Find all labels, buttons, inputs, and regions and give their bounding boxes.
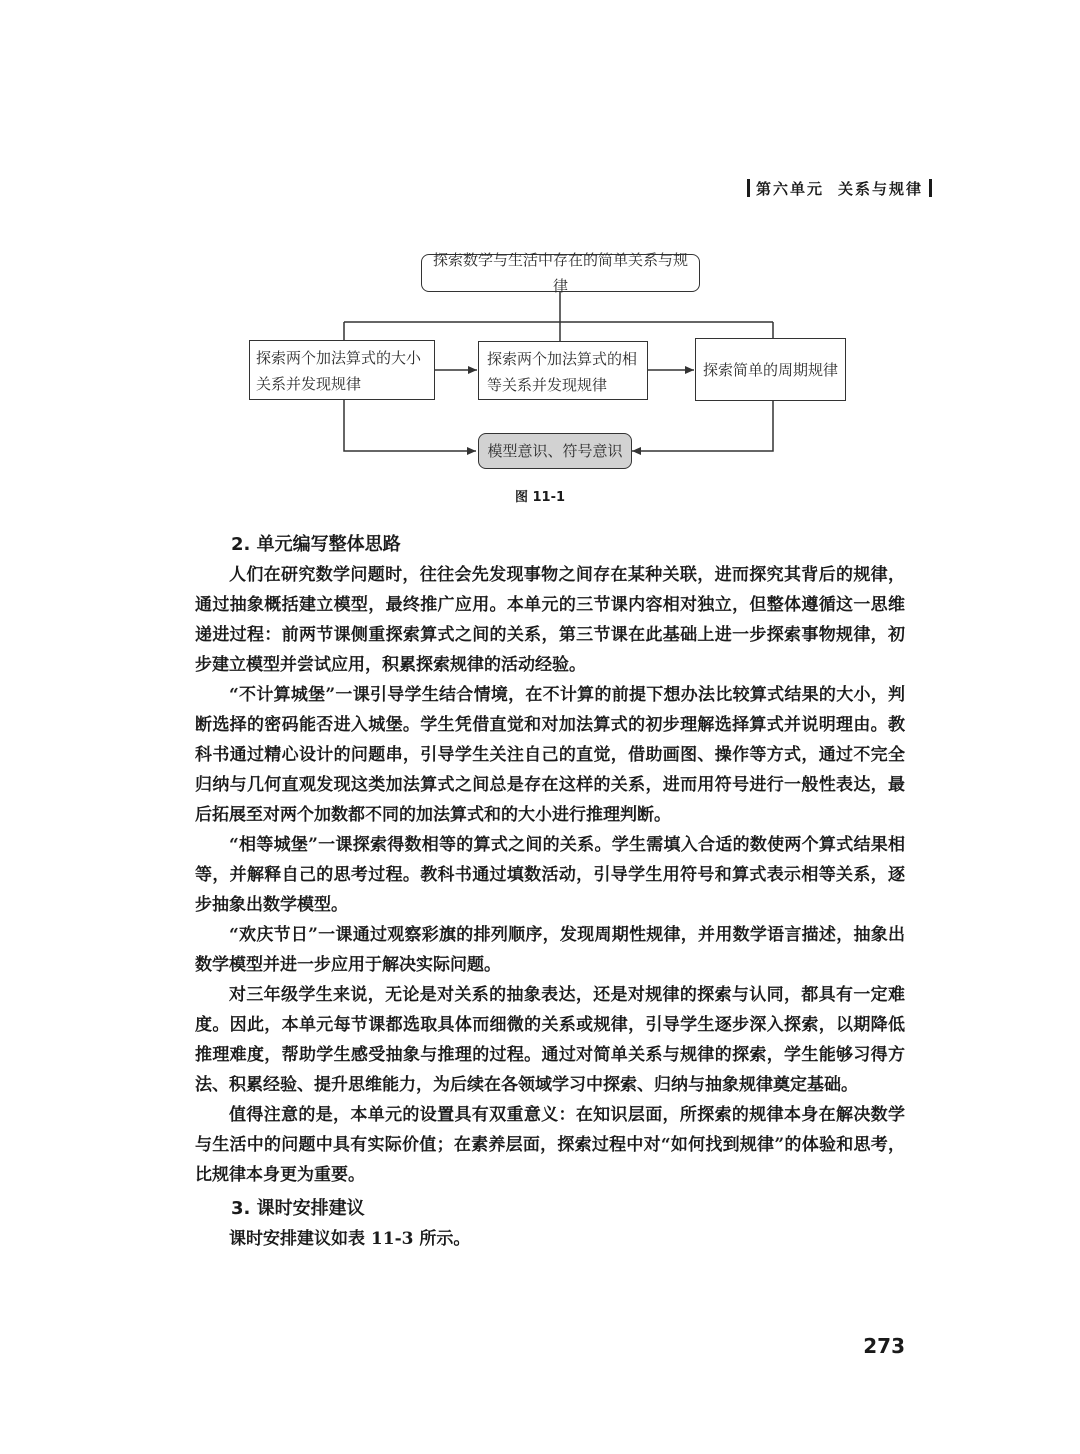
page-number: 273 xyxy=(863,1334,905,1358)
main-content xyxy=(195,530,905,1254)
diagram-node-2 xyxy=(478,341,648,400)
diagram-node-1-label: 探索两个加法算式的大小关系并发现规律 xyxy=(256,349,422,393)
diagram-bottom-node-label: 模型意识、符号意识 xyxy=(487,442,623,460)
diagram-node-1 xyxy=(249,340,435,400)
arrow-node3-bottom xyxy=(632,401,773,451)
diagram-node-2-label: 探索两个加法算式的相等关系并发现规律 xyxy=(487,350,638,394)
arrow-node1-bottom xyxy=(344,400,476,451)
diagram-node-3 xyxy=(695,338,846,401)
concept-diagram xyxy=(0,0,1080,520)
diagram-top-node-label: 探索数学与生活中存在的简单关系与规律 xyxy=(432,251,688,295)
diagram-bottom-node xyxy=(478,433,632,469)
header-topic: 关系与规律 xyxy=(837,180,923,198)
section-2-paragraph: 对三年级学生来说，无论是对关系的抽象表达，还是对规律的探索与认同，都具有一定难度。因此，本单元每节课都选取具体而细微的关系或规律，引导学生逐步深入探索，以期降低推理难度，帮助学生感受抽象与推理的过程。通过对简单关系与规律的探索，学生能够习得方法、积累经验、提升思维能力，为后续在各领域学习中探索、归纳与抽象规律奠定基础。 xyxy=(195,985,905,1095)
figure-caption: 图 11-1 xyxy=(514,490,566,505)
diagram-node-3-label: 探索简单的周期规律 xyxy=(702,360,838,379)
section-3-heading: 3. 课时安排建议 xyxy=(231,1198,365,1219)
section-2-paragraph: 值得注意的是，本单元的设置具有双重意义：在知识层面，所探索的规律本身在解决数学与生活中的问题中具有实际价值；在素养层面，探索过程中对“如何找到规律”的体验和思考，比规律本身更为重要。 xyxy=(195,1105,905,1185)
section-3-paragraph: 课时安排建议如表 11-3 所示。 xyxy=(229,1229,471,1249)
diagram-top-node xyxy=(421,251,700,295)
header-unit: 第六单元 xyxy=(755,180,824,198)
section-2-paragraph: 人们在研究数学问题时，往往会先发现事物之间存在某种关联，进而探究其背后的规律，通过抽象概括建立模型，最终推广应用。本单元的三节课内容相对独立，但整体遵循这一思维递进过程：前两节课侧重探索算式之间的关系，第三节课在此基础上进一步探索事物规律，初步建立模型并尝试应用，积累探索规律的活动经验。 xyxy=(195,565,905,675)
section-2-paragraph: “不计算城堡”一课引导学生结合情境，在不计算的前提下想办法比较算式结果的大小，判断选择的密码能否进入城堡。学生凭借直觉和对加法算式的初步理解选择算式并说明理由。教科书通过精心设计的问题串，引导学生关注自己的直觉，借助画图、操作等方式，通过不完全归纳与几何直观发现这类加法算式之间总是存在这样的关系，进而用符号进行一般性表达，最后拓展至对两个加数都不同的加法算式和的大小进行推理判断。 xyxy=(195,685,905,825)
section-2-paragraph: “相等城堡”一课探索得数相等的算式之间的关系。学生需填入合适的数使两个算式结果相等，并解释自己的思考过程。教科书通过填数活动，引导学生用符号和算式表示相等关系，逐步抽象出数学模型。 xyxy=(195,835,905,915)
section-2-heading: 2. 单元编写整体思路 xyxy=(231,534,401,555)
section-2-paragraph: “欢庆节日”一课通过观察彩旗的排列顺序，发现周期性规律，并用数学语言描述，抽象出数学模型并进一步应用于解决实际问题。 xyxy=(195,925,905,975)
